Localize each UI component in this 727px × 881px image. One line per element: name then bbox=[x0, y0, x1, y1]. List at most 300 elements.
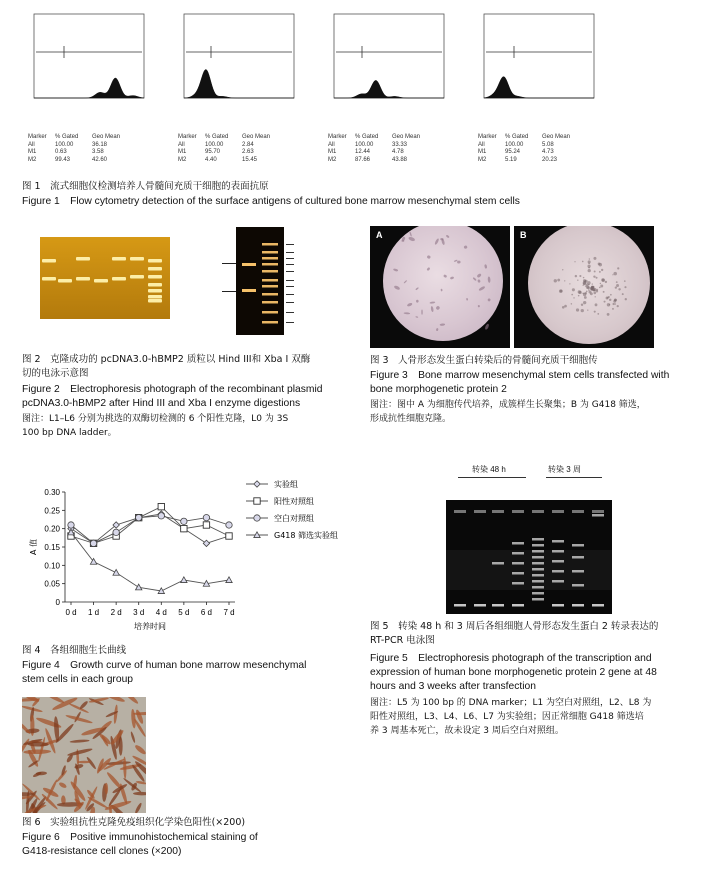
gel-1-band bbox=[42, 277, 56, 281]
figure-5-note-3: 养 3 周基本死亡，故未设定 3 周后空白对照组。 bbox=[370, 726, 564, 736]
cell bbox=[564, 280, 565, 281]
gel-2-bands bbox=[236, 227, 284, 335]
rtpcr-band bbox=[532, 580, 544, 583]
cell bbox=[612, 274, 613, 275]
stained-cell bbox=[58, 781, 67, 789]
rtpcr-band bbox=[552, 580, 564, 583]
cell bbox=[592, 288, 595, 291]
cell bbox=[562, 269, 563, 270]
figure-5-caption-en-2: expression of human bone morphogenetic protein 2 gene at 48 bbox=[370, 667, 657, 678]
rtpcr-band bbox=[552, 540, 564, 543]
gel-1-band bbox=[148, 267, 162, 271]
marker-table-cell: M2 bbox=[478, 156, 487, 163]
rtpcr-band bbox=[532, 562, 544, 565]
gel-well bbox=[552, 510, 564, 513]
cell bbox=[596, 290, 598, 292]
rtpcr-band bbox=[512, 582, 524, 585]
arrow-pcdna3 bbox=[222, 263, 236, 264]
y-tick-label: 0.25 bbox=[44, 506, 60, 516]
cell bbox=[404, 312, 411, 314]
histogram-frame bbox=[334, 14, 444, 98]
ladder-band bbox=[262, 243, 278, 246]
y-tick-label: 0.15 bbox=[44, 543, 60, 552]
figure-6-caption-en-1: Figure 6 Positive immunohistochemical staining of bbox=[22, 832, 258, 843]
gel-1-bands bbox=[40, 237, 170, 319]
cell bbox=[612, 308, 614, 310]
cell bbox=[421, 309, 422, 314]
cell bbox=[415, 287, 419, 291]
cell bbox=[487, 298, 491, 302]
x-tick-label: 6 d bbox=[200, 608, 212, 617]
figure-6-caption-cn: 图 6 实验组抗性克隆免疫组织化学染色阳性(×200) bbox=[22, 817, 246, 828]
cell bbox=[564, 305, 567, 308]
stained-cell bbox=[55, 769, 67, 782]
cell bbox=[615, 303, 617, 305]
y-tick-label: 0.30 bbox=[44, 488, 60, 497]
cell bbox=[610, 294, 612, 296]
ladder-tick bbox=[286, 244, 294, 245]
rtpcr-band bbox=[552, 570, 564, 573]
cell bbox=[599, 271, 601, 273]
rtpcr-band bbox=[552, 550, 564, 553]
marker-table-cell: 20.23 bbox=[542, 156, 558, 163]
rtpcr-band bbox=[532, 550, 544, 553]
cell bbox=[588, 260, 591, 263]
figure-2-caption-cn-1: 图 2 克隆成功的 pcDNA3.0-hBMP2 质粒以 Hind III和 Xba I 双酶 bbox=[22, 354, 311, 365]
figure-1-caption-en: Figure 1 Flow cytometry detection of the surface antigens of cultured bone marrow mesenchymal stem cells bbox=[22, 196, 520, 207]
rtpcr-band bbox=[572, 544, 584, 547]
figure-5-note-2: 阳性对照组，L3、L4、L6、L7 为实验组；因正常细胞 G418 筛选培 bbox=[370, 712, 644, 722]
cell bbox=[595, 296, 596, 297]
marker-table-cell: 4.40 bbox=[205, 156, 217, 163]
cell bbox=[587, 309, 588, 310]
marker-table-cell: 99.43 bbox=[55, 156, 71, 163]
cell bbox=[600, 285, 603, 288]
ladder-tick bbox=[286, 312, 294, 313]
marker-table-cell: M2 bbox=[178, 156, 187, 163]
gel-1-band bbox=[58, 279, 72, 283]
cell bbox=[416, 300, 419, 303]
gel-well bbox=[512, 510, 524, 513]
marker-table-cell: Geo Mean bbox=[242, 134, 271, 140]
cell bbox=[435, 305, 440, 310]
cell bbox=[593, 275, 595, 277]
rtpcr-band bbox=[592, 514, 604, 517]
figure-5-caption-cn-2: RT-PCR 电泳图 bbox=[370, 635, 435, 646]
cell bbox=[487, 276, 490, 283]
digest-band bbox=[242, 289, 256, 292]
marker-table-cell: 43.88 bbox=[392, 156, 408, 163]
ladder-band bbox=[262, 321, 278, 324]
cell bbox=[583, 301, 586, 304]
marker-table-cell: 36.18 bbox=[92, 141, 108, 148]
rtpcr-band bbox=[532, 568, 544, 571]
cell bbox=[573, 297, 574, 298]
cell bbox=[572, 288, 575, 291]
stained-cell bbox=[22, 738, 31, 759]
cell bbox=[609, 299, 611, 301]
marker-table-cell: 4.78 bbox=[392, 149, 404, 155]
marker-table-cell: 100.00 bbox=[205, 141, 224, 148]
cell bbox=[594, 270, 596, 272]
gel-1-band bbox=[148, 299, 162, 303]
cell bbox=[571, 294, 573, 296]
stained-cell bbox=[130, 731, 136, 743]
square-marker bbox=[203, 522, 209, 528]
rtpcr-band bbox=[572, 570, 584, 573]
cell bbox=[615, 286, 617, 288]
flow-histograms bbox=[0, 0, 727, 120]
histogram-peak bbox=[34, 78, 144, 98]
cell bbox=[584, 296, 587, 299]
cell bbox=[587, 265, 590, 268]
figure-3-note-2: 形成抗性细胞克隆。 bbox=[370, 414, 452, 424]
circle-marker bbox=[90, 540, 96, 546]
square-marker bbox=[181, 525, 187, 531]
rtpcr-band bbox=[454, 604, 466, 607]
cell bbox=[575, 275, 577, 277]
square-marker bbox=[158, 503, 164, 509]
bracket-48h bbox=[458, 477, 526, 478]
ladder-band bbox=[262, 301, 278, 304]
figure-4-caption-cn: 图 4 各组细胞生长曲线 bbox=[22, 645, 127, 656]
stained-cell bbox=[77, 761, 91, 764]
cell bbox=[603, 291, 605, 293]
marker-table-cell: M2 bbox=[28, 156, 37, 163]
cell bbox=[607, 313, 610, 316]
marker-table-cell: M1 bbox=[178, 149, 187, 155]
circle-marker bbox=[181, 518, 187, 524]
cell bbox=[593, 292, 596, 295]
rtpcr-band bbox=[572, 584, 584, 587]
cell bbox=[427, 255, 431, 259]
gel-well bbox=[592, 510, 604, 513]
cell bbox=[579, 275, 581, 277]
rtpcr-band bbox=[512, 542, 524, 545]
gel-well bbox=[492, 510, 504, 513]
gel-1-band bbox=[130, 275, 144, 279]
ladder-band bbox=[262, 311, 278, 314]
marker-table-cell: 0.63 bbox=[55, 149, 67, 155]
gel-1-band bbox=[112, 277, 126, 281]
figure-2-note-2: 100 bp DNA ladder。 bbox=[22, 428, 117, 438]
marker-table-cell: 12.44 bbox=[355, 149, 371, 155]
triangle-marker bbox=[113, 569, 119, 575]
figure-5-caption-cn-1: 图 5 转染 48 h 和 3 周后各组细胞人骨形态发生蛋白 2 转录表达的 bbox=[370, 621, 659, 632]
cell bbox=[393, 268, 398, 272]
marker-table-cell: % Gated bbox=[55, 134, 79, 140]
cell bbox=[583, 277, 584, 278]
cell bbox=[594, 311, 596, 313]
cell bbox=[617, 267, 619, 269]
marker-table-cell: 100.00 bbox=[355, 141, 374, 148]
rtpcr-band bbox=[474, 604, 486, 607]
cell bbox=[446, 234, 450, 238]
histogram-frame bbox=[34, 14, 144, 98]
marker-table-cell: Marker bbox=[28, 134, 47, 140]
stained-cell bbox=[134, 802, 143, 813]
circle-marker bbox=[203, 514, 209, 520]
cell bbox=[614, 299, 617, 302]
marker-table-cell: 33.33 bbox=[392, 141, 408, 148]
x-tick-label: 2 d bbox=[110, 608, 122, 617]
stained-cell bbox=[119, 737, 123, 756]
cell bbox=[434, 238, 439, 245]
figure-3-note-1: 图注：图中 A 为细胞传代培养，成簇样生长聚集；B 为 G418 筛选， bbox=[370, 400, 646, 410]
marker-table-cell: Geo Mean bbox=[392, 134, 421, 140]
cell bbox=[616, 281, 618, 283]
cell bbox=[466, 298, 468, 301]
figure-3-caption-cn: 图 3 人骨形态发生蛋白转染后的骨髓间充质干细胞传 bbox=[370, 355, 598, 366]
rtpcr-band bbox=[532, 556, 544, 559]
group-label-48h: 转染 48 h bbox=[472, 465, 506, 474]
cell bbox=[598, 263, 602, 267]
cell bbox=[409, 231, 412, 236]
cell bbox=[557, 279, 560, 282]
cell bbox=[436, 328, 439, 331]
figure-3-caption-en-2: bone morphogenetic protein 2 bbox=[370, 384, 507, 395]
marker-table-cell: Marker bbox=[178, 134, 197, 140]
legend-label: 阳性对照组 bbox=[274, 497, 314, 506]
stained-cell bbox=[133, 792, 146, 796]
rtpcr-band bbox=[552, 560, 564, 563]
marker-table-cell: All bbox=[178, 141, 185, 148]
gel-1-band bbox=[42, 259, 56, 263]
cell bbox=[569, 283, 570, 284]
cell bbox=[443, 274, 447, 278]
ladder-tick bbox=[286, 258, 294, 259]
rtpcr-band bbox=[572, 604, 584, 607]
cell bbox=[601, 269, 603, 271]
stained-cell bbox=[53, 716, 59, 742]
cell bbox=[599, 287, 601, 289]
cell bbox=[617, 305, 619, 307]
figure-1 bbox=[0, 0, 727, 207]
cell bbox=[562, 306, 565, 309]
ladder-tick bbox=[286, 271, 294, 272]
marker-table-cell: 95.24 bbox=[505, 149, 521, 155]
marker-table-cell: Geo Mean bbox=[92, 134, 121, 140]
triangle-marker bbox=[181, 577, 187, 583]
ladder-band bbox=[262, 293, 278, 296]
figure-2-caption-en-2: pcDNA3.0-hBMP2 after Hind III and Xba I enzyme digestions bbox=[22, 398, 301, 409]
cell bbox=[624, 286, 626, 288]
digest-band bbox=[242, 263, 256, 266]
ladder-tick bbox=[286, 252, 294, 253]
cell bbox=[581, 309, 584, 312]
gel-1-band bbox=[148, 295, 162, 299]
figure-4-caption-en-2: stem cells in each group bbox=[22, 674, 134, 685]
triangle-marker bbox=[226, 577, 232, 583]
marker-table-cell: M1 bbox=[478, 149, 487, 155]
gel-1-band bbox=[148, 259, 162, 263]
figure-6 bbox=[0, 697, 360, 877]
gel-1-band bbox=[94, 279, 108, 283]
cell bbox=[559, 289, 563, 293]
cell bbox=[484, 264, 487, 269]
cell bbox=[622, 293, 624, 295]
cell bbox=[440, 289, 442, 292]
rtpcr-band bbox=[512, 562, 524, 565]
cell bbox=[588, 284, 589, 285]
rtpcr-band bbox=[532, 574, 544, 577]
figure-5-caption-en-1: Figure 5 Electrophoresis photograph of the transcription and bbox=[370, 653, 652, 664]
cell bbox=[606, 297, 609, 300]
cell bbox=[408, 236, 416, 242]
cell bbox=[589, 290, 592, 293]
stained-cell bbox=[134, 744, 146, 756]
diamond-marker bbox=[254, 481, 260, 487]
stained-cell bbox=[67, 747, 93, 757]
cell bbox=[478, 305, 480, 307]
ladder-band bbox=[262, 263, 278, 266]
cell bbox=[612, 303, 614, 305]
cell bbox=[407, 302, 413, 307]
group-label-3w: 转染 3 周 bbox=[548, 465, 581, 474]
stained-cell bbox=[22, 721, 31, 735]
marker-table-cell: M1 bbox=[28, 149, 37, 155]
marker-table bbox=[478, 134, 579, 164]
rtpcr-band bbox=[532, 544, 544, 547]
marker-table-cell: 3.58 bbox=[92, 149, 104, 155]
y-tick-label: 0.05 bbox=[44, 579, 60, 589]
cell bbox=[478, 286, 485, 292]
marker-table-cell: 4.73 bbox=[542, 149, 554, 155]
cell bbox=[593, 257, 596, 260]
rtpcr-band bbox=[532, 538, 544, 541]
marker-table-cell: M1 bbox=[328, 149, 337, 155]
figure-1-caption-cn: 图 1 流式细胞仪检测培养人骨髓间充质干细胞的表面抗原 bbox=[22, 181, 269, 192]
ladder-tick bbox=[286, 286, 294, 287]
gel-1-band bbox=[148, 289, 162, 293]
cell bbox=[592, 283, 593, 284]
rtpcr-band bbox=[492, 562, 504, 565]
marker-table-cell: Marker bbox=[328, 134, 347, 140]
cell bbox=[577, 280, 578, 281]
marker-table-cell: 5.19 bbox=[505, 156, 517, 163]
y-tick-label: 0.20 bbox=[44, 524, 60, 534]
micrograph-b bbox=[514, 226, 654, 348]
cell bbox=[584, 292, 587, 295]
marker-table-cell: 2.63 bbox=[242, 149, 254, 155]
cell bbox=[576, 308, 579, 311]
rtpcr-band bbox=[532, 586, 544, 589]
rtpcr-gel-bands bbox=[446, 500, 612, 614]
stained-cell bbox=[131, 709, 137, 729]
cell bbox=[554, 279, 557, 282]
ladder-tick bbox=[286, 264, 294, 265]
ladder-band bbox=[262, 279, 278, 282]
cell bbox=[571, 303, 572, 304]
legend-label: 空白对照组 bbox=[274, 514, 314, 523]
cell bbox=[605, 281, 607, 283]
y-tick-label: 0.10 bbox=[44, 561, 60, 571]
cell bbox=[450, 276, 454, 280]
gel-well bbox=[572, 510, 584, 513]
histogram-peak bbox=[184, 69, 294, 98]
stained-cell bbox=[70, 739, 90, 743]
marker-table-cell: % Gated bbox=[355, 134, 379, 140]
bracket-3w bbox=[546, 477, 602, 478]
cell bbox=[609, 304, 610, 305]
rtpcr-band bbox=[532, 592, 544, 595]
micrograph-a bbox=[370, 226, 510, 348]
gel-1-band bbox=[130, 257, 144, 261]
marker-table-cell: 100.00 bbox=[55, 141, 74, 148]
cell bbox=[394, 285, 401, 291]
arrow-hbmp2 bbox=[222, 291, 236, 292]
figure-3 bbox=[368, 226, 723, 446]
gel-1-band bbox=[148, 283, 162, 287]
cell bbox=[440, 323, 446, 326]
marker-table-cell: 2.84 bbox=[242, 141, 254, 148]
figure-3-caption-en-1: Figure 3 Bone marrow mesenchymal stem cells transfected with bbox=[370, 370, 670, 381]
marker-table-cell: M2 bbox=[328, 156, 337, 163]
cell bbox=[430, 306, 433, 312]
marker-table-cell: All bbox=[28, 141, 35, 148]
cell bbox=[624, 280, 626, 282]
ladder-tick bbox=[286, 322, 294, 323]
cell bbox=[625, 298, 627, 300]
square-marker bbox=[254, 498, 260, 504]
gel-well bbox=[454, 510, 466, 513]
cell bbox=[582, 261, 584, 263]
stained-cell bbox=[27, 742, 49, 747]
marker-table-cell: All bbox=[478, 141, 485, 148]
rtpcr-band bbox=[512, 552, 524, 555]
cell bbox=[415, 316, 418, 318]
circle-marker bbox=[254, 515, 260, 521]
marker-table-cell: Marker bbox=[478, 134, 497, 140]
cell bbox=[597, 313, 599, 315]
stained-cell bbox=[23, 749, 51, 754]
diamond-marker bbox=[203, 540, 209, 546]
figure-2-caption-en-1: Figure 2 Electrophoresis photograph of the recombinant plasmid bbox=[22, 384, 323, 395]
micrograph-b-label: B bbox=[520, 230, 527, 240]
x-tick-label: 4 d bbox=[155, 608, 167, 617]
cell bbox=[403, 280, 407, 284]
cell bbox=[618, 288, 620, 290]
stained-cell bbox=[79, 700, 89, 710]
y-tick-label: 0 bbox=[55, 598, 60, 607]
cell bbox=[596, 277, 598, 279]
cell bbox=[457, 260, 461, 263]
ladder-band bbox=[262, 257, 278, 260]
x-tick-label: 0 d bbox=[65, 608, 77, 617]
cell bbox=[589, 258, 590, 259]
rtpcr-band bbox=[532, 598, 544, 601]
ladder-band bbox=[262, 251, 278, 254]
figure-2-caption-cn-2: 切的电泳示意图 bbox=[22, 368, 89, 379]
ladder-tick bbox=[286, 280, 294, 281]
ladder-band bbox=[262, 270, 278, 273]
circle-marker bbox=[158, 513, 164, 519]
triangle-marker bbox=[136, 584, 142, 590]
cell bbox=[601, 278, 604, 281]
marker-table-cell: 95.70 bbox=[205, 149, 221, 155]
cell bbox=[484, 323, 489, 330]
cell bbox=[613, 272, 617, 276]
stained-cell bbox=[123, 756, 127, 779]
rtpcr-band bbox=[592, 604, 604, 607]
figure-4-caption-en-1: Figure 4 Growth curve of human bone marrow mesenchymal bbox=[22, 660, 307, 671]
marker-table-cell: All bbox=[328, 141, 335, 148]
rtpcr-band bbox=[512, 604, 524, 607]
figure-2 bbox=[0, 225, 360, 455]
x-tick-label: 1 d bbox=[88, 608, 100, 617]
gel-1-band bbox=[76, 257, 90, 261]
figure-5-caption-en-3: hours and 3 weeks after transfection bbox=[370, 681, 536, 692]
